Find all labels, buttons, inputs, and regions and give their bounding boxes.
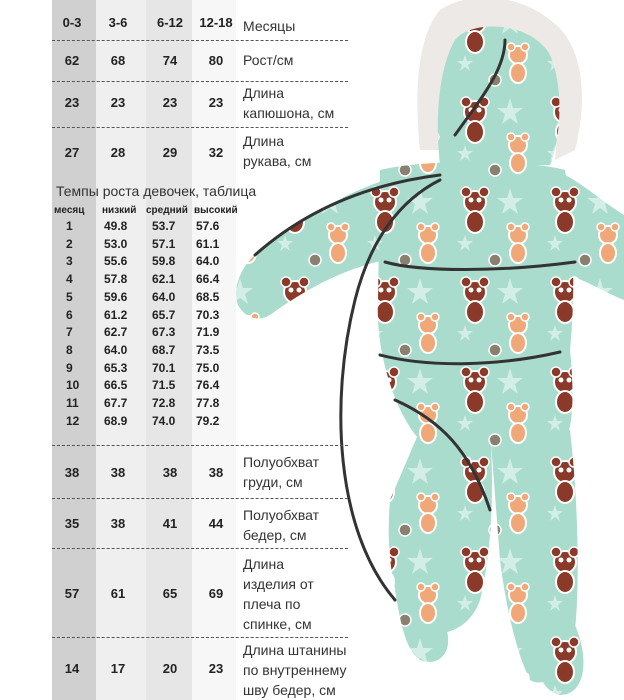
- growth-value-cell: 76.4: [196, 378, 220, 393]
- growth-value-cell: 62.7: [104, 325, 128, 340]
- growth-value-cell: 61.2: [104, 307, 128, 322]
- growth-value-cell: 57.1: [152, 236, 176, 251]
- row-divider: [52, 81, 348, 82]
- size-value: 65: [162, 586, 178, 601]
- growth-value-cell: 64.0: [196, 254, 220, 269]
- row-label: Длина штанины по внутреннему шву бедер, см: [243, 642, 347, 698]
- growth-value-cell: 53.0: [104, 236, 128, 251]
- size-value: 61: [110, 586, 126, 601]
- row-divider: [52, 445, 348, 446]
- col-header: 3-6: [108, 15, 128, 30]
- growth-value-cell: 71.5: [152, 378, 176, 393]
- row-label: Рост/см: [243, 52, 294, 68]
- size-value: 38: [64, 465, 80, 480]
- growth-value-cell: 68.7: [152, 342, 176, 357]
- row-label: Длина рукава, см: [243, 133, 312, 169]
- col-header: 0-3: [62, 15, 82, 30]
- row-divider: [52, 498, 348, 499]
- growth-value-cell: 57.8: [104, 272, 128, 287]
- size-value: 35: [64, 516, 80, 531]
- growth-value-cell: 74.0: [152, 413, 176, 428]
- row-label: Длина капюшона, см: [243, 85, 335, 121]
- row-divider: [52, 40, 348, 41]
- row-divider: [52, 548, 348, 549]
- growth-value-cell: 72.8: [152, 396, 176, 410]
- growth-value-cell: 64.0: [104, 342, 128, 357]
- growth-value-cell: 71.9: [196, 325, 220, 340]
- growth-month-cell: 2: [66, 236, 73, 251]
- suit-arm: [236, 180, 385, 318]
- growth-value-cell: 64.0: [152, 289, 176, 304]
- size-value: 80: [208, 53, 224, 68]
- size-value: 38: [110, 516, 126, 531]
- size-value: 32: [208, 145, 224, 160]
- growth-value-cell: 57.6: [196, 219, 220, 233]
- growth-month-cell: 1: [66, 219, 73, 233]
- row-label: Длина изделия от плеча по спинке, см: [243, 556, 314, 632]
- col-header: 12-18: [199, 15, 233, 30]
- size-value: 38: [162, 465, 178, 480]
- size-value: 68: [110, 53, 126, 68]
- growth-value-cell: 68.9: [104, 413, 128, 428]
- size-value: 27: [64, 145, 80, 160]
- growth-month-cell: 7: [66, 325, 73, 340]
- size-value: 29: [162, 145, 178, 160]
- growth-month-cell: 3: [66, 254, 73, 269]
- row-label: Полуобхват бедер, см: [243, 507, 320, 543]
- growth-value-cell: 68.5: [196, 289, 220, 304]
- row-divider: [52, 637, 348, 638]
- size-value: 14: [64, 661, 80, 676]
- growth-value-cell: 67.7: [104, 396, 128, 410]
- size-value: 62: [64, 53, 80, 68]
- growth-value-cell: 49.8: [104, 219, 128, 233]
- growth-value-cell: 59.8: [152, 254, 176, 269]
- growth-value-cell: 65.7: [152, 307, 176, 322]
- col-header: 6-12: [156, 15, 184, 30]
- growth-month-cell: 10: [66, 378, 80, 393]
- growth-value-cell: 53.7: [152, 219, 176, 233]
- growth-header: месяц: [54, 205, 85, 216]
- growth-value-cell: 55.6: [104, 254, 128, 269]
- growth-table-title: Темпы роста девочек, таблица: [56, 183, 257, 199]
- size-value: 23: [110, 95, 126, 110]
- size-value: 23: [208, 95, 224, 110]
- growth-value-cell: 59.6: [104, 289, 128, 304]
- hood: [438, 26, 560, 165]
- size-value: 69: [208, 586, 224, 601]
- growth-value-cell: 67.3: [152, 325, 176, 340]
- row-divider: [52, 127, 348, 128]
- size-value: 28: [110, 145, 126, 160]
- size-value: 38: [110, 465, 126, 480]
- growth-header: средний: [146, 205, 188, 216]
- growth-header: высокий: [194, 205, 238, 216]
- growth-month-cell: 4: [66, 272, 73, 287]
- growth-value-cell: 75.0: [196, 360, 220, 375]
- growth-value-cell: 77.8: [196, 396, 220, 410]
- size-value: 23: [64, 95, 80, 110]
- growth-month-cell: 11: [66, 396, 79, 410]
- growth-value-cell: 70.3: [196, 307, 220, 322]
- growth-value-cell: 79.2: [196, 413, 220, 428]
- growth-value-cell: 73.5: [196, 342, 220, 357]
- growth-month-cell: 9: [66, 360, 73, 375]
- growth-value-cell: 62.1: [152, 272, 176, 287]
- size-value: 23: [208, 661, 224, 676]
- row-label: Полуобхват груди, см: [243, 454, 320, 490]
- growth-value-cell: 65.3: [104, 360, 128, 375]
- size-value: 20: [162, 661, 178, 676]
- months-label: Месяцы: [243, 18, 296, 34]
- size-value: 57: [64, 586, 80, 601]
- size-value: 38: [208, 465, 224, 480]
- growth-value-cell: 70.1: [152, 360, 176, 375]
- growth-month-cell: 5: [66, 289, 73, 304]
- growth-month-cell: 8: [66, 342, 73, 357]
- growth-header: низкий: [102, 205, 137, 216]
- size-value: 41: [162, 516, 178, 531]
- growth-value-cell: 66.4: [196, 272, 220, 287]
- growth-value-cell: 61.1: [196, 236, 220, 251]
- growth-month-cell: 6: [66, 307, 73, 322]
- growth-month-cell: 12: [66, 413, 80, 428]
- size-value: 44: [208, 516, 224, 531]
- growth-value-cell: 66.5: [104, 378, 128, 393]
- size-value: 74: [162, 53, 178, 68]
- size-value: 23: [162, 95, 178, 110]
- size-value: 17: [110, 661, 126, 676]
